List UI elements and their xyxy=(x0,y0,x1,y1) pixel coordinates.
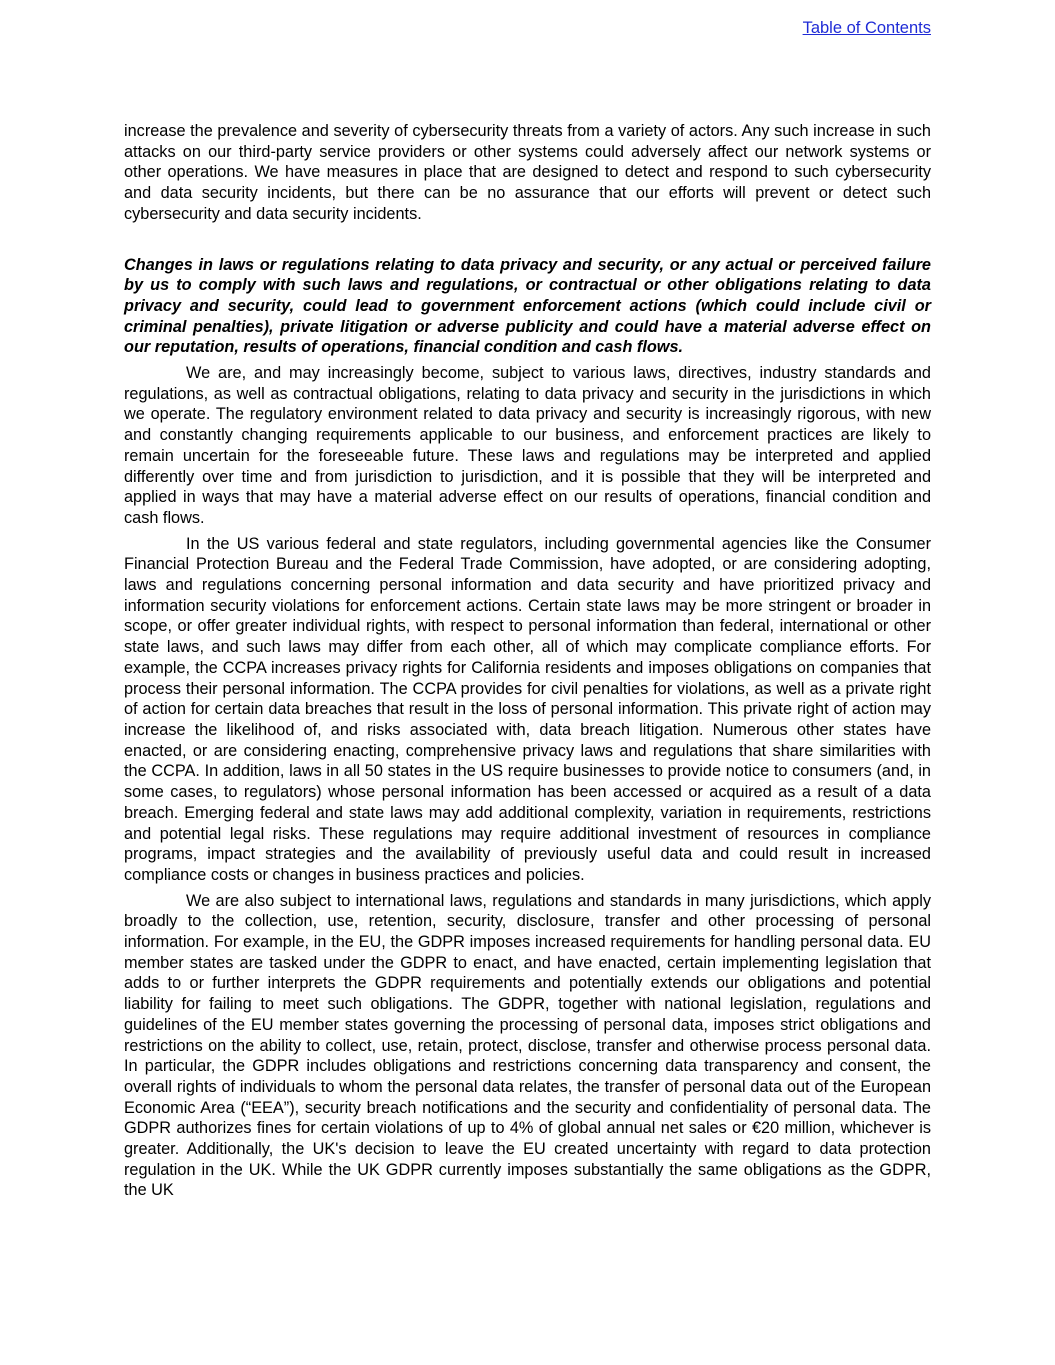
paragraph-international-regulations: We are also subject to international laws, regulations and standards in many jurisdictions, which apply broadly to the collection, use, retention, security, disclosure, transfer and other processing of personal information. For example, in the EU, the GDPR imposes increased requirements for handling personal data. EU member states are tasked under the GDPR to enact, and have enacted, certain implementing legislation that adds to or further interprets the GDPR requirements and potentially extends our obligations and potential liability for failing to meet such obligations. The GDPR, together with national legislation, regulations and guidelines of the EU member states governing the processing of personal data, imposes strict obligations and restrictions on the ability to collect, use, retain, protect, disclose, transfer and otherwise process personal data. In particular, the GDPR includes obligations and restrictions concerning data transparency and consent, the overall rights of individuals to whom the personal data relates, the transfer of personal data out of the European Economic Area (“EEA”), security breach notifications and the security and confidentiality of personal data. The GDPR authorizes fines for certain violations of up to 4% of global annual net sales or €20 million, whichever is greater. Additionally, the UK's decision to leave the EU created uncertainty with regard to data protection regulation in the UK. While the UK GDPR currently imposes substantially the same obligations as the GDPR, the UK xyxy=(124,891,931,1200)
table-of-contents-link[interactable]: Table of Contents xyxy=(802,19,931,37)
paragraph-regulatory-environment: We are, and may increasingly become, subject to various laws, directives, industry standards and regulations, as well as contractual obligations, relating to data privacy and security in the jurisdictions in which we operate. The regulatory environment related to data privacy and security is increasingly rigorous, with new and constantly changing requirements applicable to our business, and enforcement practices are likely to remain uncertain for the foreseeable future. These laws and regulations may be interpreted and applied differently over time and from jurisdiction to jurisdiction, and it is possible that they will be interpreted and applied in ways that may have a material adverse effect on our results of operations, financial condition and cash flows. xyxy=(124,364,931,527)
risk-factor-heading: Changes in laws or regulations relating to data privacy and security, or any actual or perceived failure by us to comply with such laws and regulations, or contractual or other obligations relating to data privacy and security, could lead to government enforcement actions (which could include civil or criminal penalties), private litigation or adverse publicity and could have a material adverse effect on our reputation, results of operations, financial condition and cash flows. xyxy=(124,255,931,357)
intro-paragraph: increase the prevalence and severity of cybersecurity threats from a variety of actors. Any such increase in such attacks on our third-party service providers or other systems could adversely affect our network systems or other operations. We have measures in place that are designed to detect and respond to such cybersecurity and data security incidents, but there can be no assurance that our efforts will prevent or detect such cybersecurity and data security incidents. xyxy=(124,122,931,223)
document-body xyxy=(124,121,931,1206)
paragraph-us-regulations: In the US various federal and state regulators, including governmental agencies like the Consumer Financial Protection Bureau and the Federal Trade Commission, have adopted, or are considering adopting, laws and regulations concerning personal information and data security and have prioritized privacy and information security violations for enforcement actions. Certain state laws may be more stringent or broader in scope, or offer greater individual rights, with respect to personal information than federal, international or other state laws, and such laws may differ from each other, all of which may complicate compliance efforts. For example, the CCPA increases privacy rights for California residents and imposes obligations on companies that process their personal information. The CCPA provides for civil penalties for violations, as well as a private right of action for certain data breaches that result in the loss of personal information. This private right of action may increase the likelihood of, and risks associated with, data breach litigation. Numerous other states have enacted, or are considering enacting, comprehensive privacy laws and regulations that share similarities with the CCPA. In addition, laws in all 50 states in the US require businesses to provide notice to consumers (and, in some cases, to regulators) whose personal information has been accessed or acquired as a result of a data breach. Emerging federal and state laws may add additional complexity, variation in requirements, restrictions and potential legal risks. These regulations may require additional investment of resources in compliance programs, impact strategies and the availability of previously useful data and could result in increased compliance costs or changes in business practices and policies. xyxy=(124,534,931,884)
